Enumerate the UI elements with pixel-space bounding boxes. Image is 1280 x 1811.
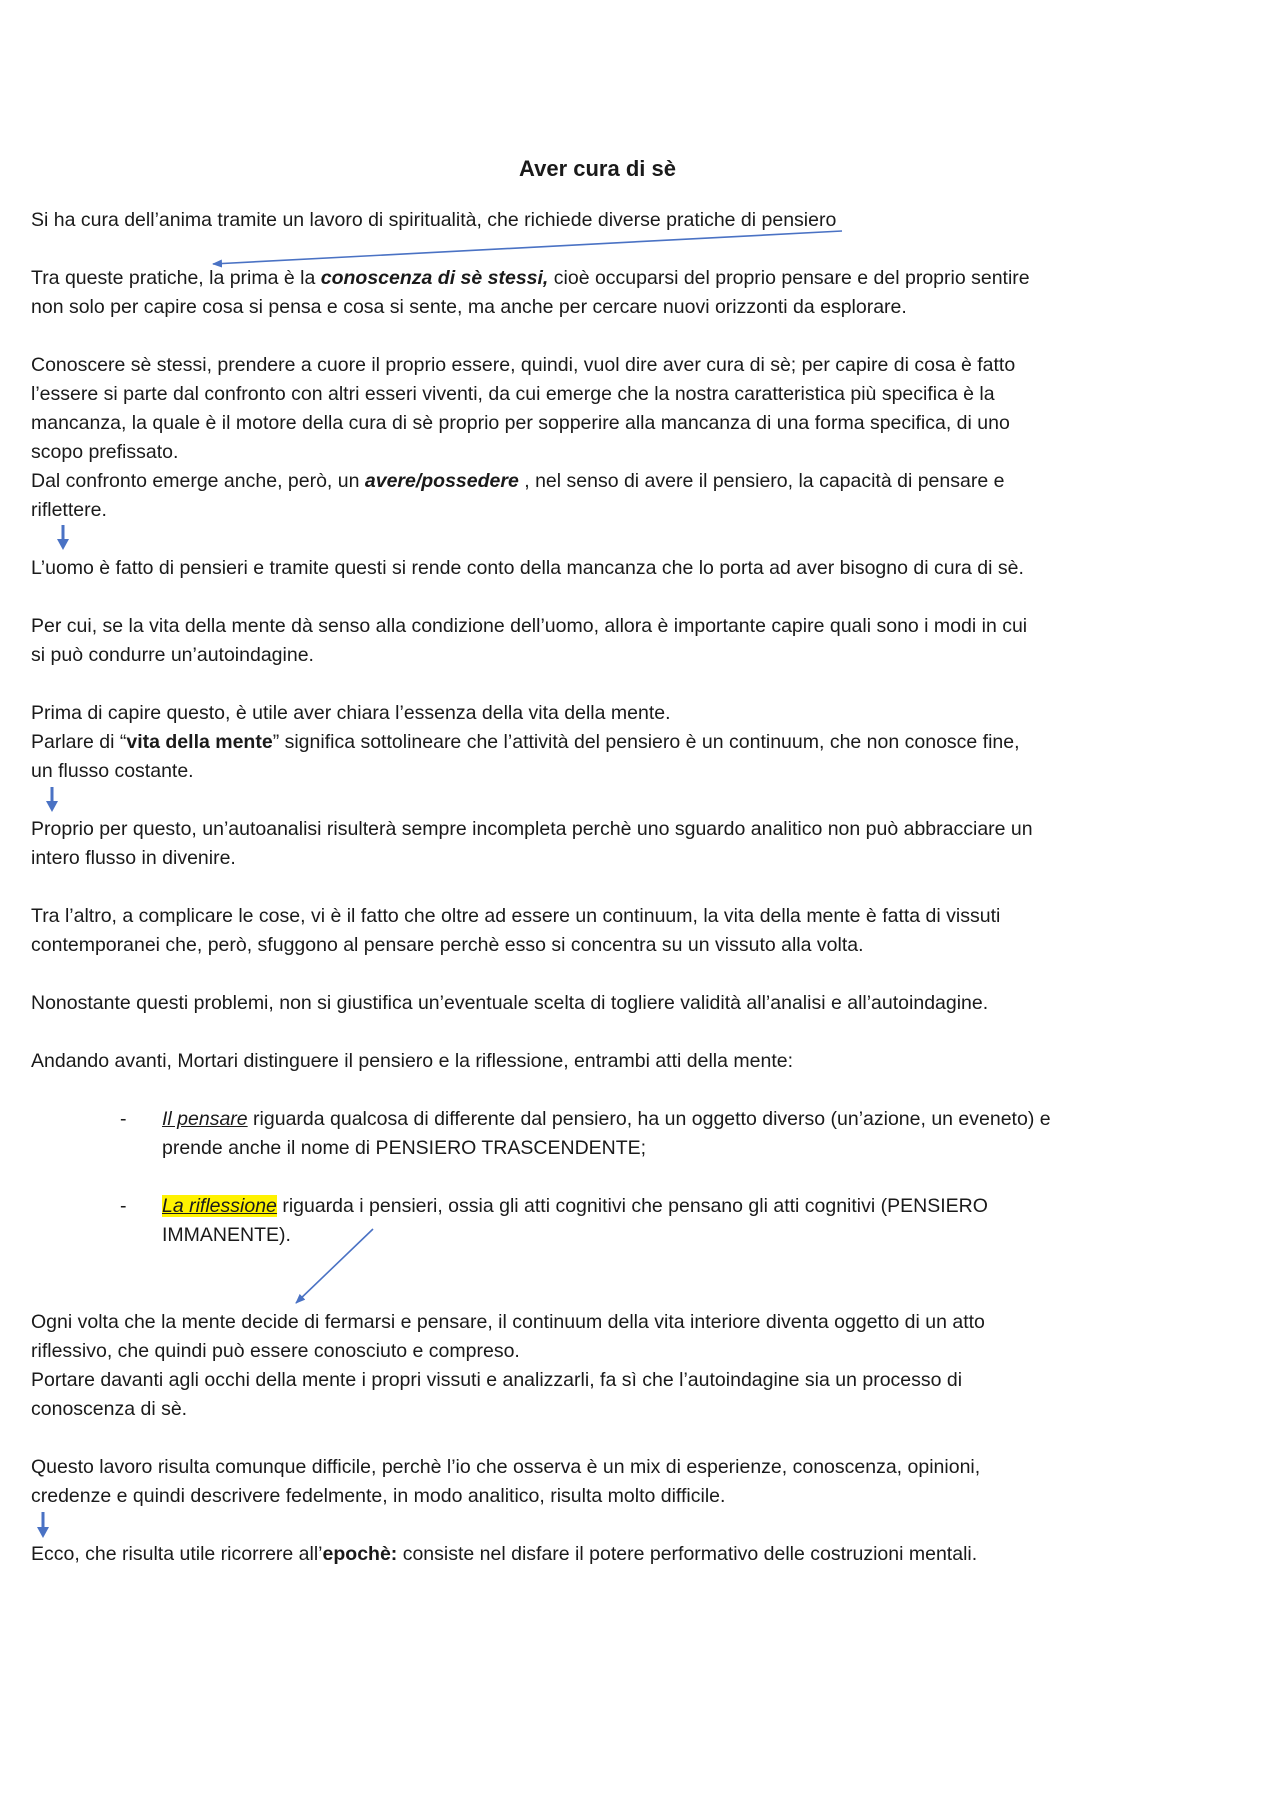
paragraph-autoanalysis-line1: Proprio per questo, un’autoanalisi risulterà sempre incompleta perchè uno sguardo analitico non può abbracciare un xyxy=(31,818,1033,840)
paragraph-reflective-line4: conoscenza di sè. xyxy=(31,1398,188,1420)
arrow-down-icon xyxy=(46,787,58,812)
arrow-down-icon xyxy=(57,525,69,550)
paragraph-life-mind-line1: Per cui, se la vita della mente dà senso alla condizione dell’uomo, allora è importante capire quali sono i modi in cui xyxy=(31,615,1028,637)
paragraph-life-mind-line2: si può condurre un’autoindagine. xyxy=(31,644,314,666)
emphasis-epoche: epochè: xyxy=(322,1543,398,1565)
paragraph-problems: Nonostante questi problemi, non si giustifica un’eventuale scelta di togliere validità all’analisi e all’autoindagine. xyxy=(31,992,989,1014)
paragraph-self-line2: l’essere si parte dal confronto con altri esseri viventi, da cui emerge che la nostra caratteristica più specifica è la xyxy=(31,383,995,405)
paragraph-continuum-line2: contemporanei che, però, sfuggono al pensare perchè esso si concentra su un vissuto alla volta. xyxy=(31,934,864,956)
paragraph-vita-mente-line2: un flusso costante. xyxy=(31,760,194,782)
paragraph-possess: Dal confronto emerge anche, però, un avere/possedere , nel senso di avere il pensiero, la capacità di pensare e xyxy=(31,470,1005,492)
term-la-riflessione-highlighted: La riflessione xyxy=(162,1195,277,1217)
paragraph-self-line4: scopo prefissato. xyxy=(31,441,179,463)
paragraph-reflective-line1: Ogni volta che la mente decide di fermarsi e pensare, il continuum della vita interiore diventa oggetto di un atto xyxy=(31,1311,985,1333)
list-item-riflessione: La riflessione riguarda i pensieri, ossia gli atti cognitivi che pensano gli atti cognitivi (PENSIERO xyxy=(162,1195,988,1217)
paragraph-mortari: Andando avanti, Mortari distinguere il pensiero e la riflessione, entrambi atti della mente: xyxy=(31,1050,793,1072)
paragraph-reflective-line3: Portare davanti agli occhi della mente i propri vissuti e analizzarli, fa sì che l’autoindagine sia un processo di xyxy=(31,1369,963,1391)
paragraph-difficult-line1: Questo lavoro risulta comunque difficile, perchè l’io che osserva è un mix di esperienze, conoscenza, opinioni, xyxy=(31,1456,981,1478)
paragraph-intro: Si ha cura dell’anima tramite un lavoro di spiritualità, che richiede diverse pratiche di pensiero xyxy=(31,209,837,231)
paragraph-man-thoughts: L’uomo è fatto di pensieri e tramite questi si rende conto della mancanza che lo porta ad aver bisogno di cura di sè. xyxy=(31,557,1024,579)
emphasis-self-knowledge: conoscenza di sè stessi, xyxy=(320,267,549,289)
emphasis-vita-mente: vita della mente xyxy=(126,731,273,753)
document-title: Aver cura di sè xyxy=(519,156,676,181)
paragraph-autoanalysis-line2: intero flusso in divenire. xyxy=(31,847,236,869)
paragraph-practices: Tra queste pratiche, la prima è la conoscenza di sè stessi, cioè occuparsi del proprio pensare e del proprio sentire xyxy=(31,267,1030,289)
list-bullet-1: - xyxy=(120,1108,127,1130)
paragraph-epoche: Ecco, che risulta utile ricorrere all’epochè: consiste nel disfare il potere performativo delle costruzioni mentali. xyxy=(31,1543,978,1565)
paragraph-continuum-line1: Tra l’altro, a complicare le cose, vi è il fatto che oltre ad essere un continuum, la vita della mente è fatta di vissuti xyxy=(31,905,1001,927)
paragraph-reflective-line2: riflessivo, che quindi può essere conosciuto e compreso. xyxy=(31,1340,520,1362)
arrow-diagonal-icon xyxy=(296,1229,373,1303)
paragraph-possess-line2: riflettere. xyxy=(31,499,107,521)
emphasis-possess: avere/possedere xyxy=(364,470,519,492)
paragraph-self-line1: Conoscere sè stessi, prendere a cuore il proprio essere, quindi, vuol dire aver cura di sè; per capire di cosa è fatto xyxy=(31,354,1016,376)
list-item-riflessione-line2: IMMANENTE). xyxy=(162,1224,291,1246)
list-item-pensare: Il pensare riguarda qualcosa di differente dal pensiero, ha un oggetto diverso (un’azione, un eveneto) e xyxy=(162,1108,1051,1130)
paragraph-vita-mente: Parlare di “vita della mente” significa sottolineare che l’attività del pensiero è un continuum, che non conosce fine, xyxy=(31,731,1020,753)
paragraph-self-line3: mancanza, la quale è il motore della cura di sè proprio per sopperire alla mancanza di una forma specifica, di uno xyxy=(31,412,1010,434)
term-il-pensare: Il pensare xyxy=(162,1108,248,1130)
list-item-pensare-line2: prende anche il nome di PENSIERO TRASCENDENTE; xyxy=(162,1137,647,1159)
arrow-down-icon xyxy=(37,1512,49,1538)
arrow-left-icon xyxy=(213,231,842,264)
paragraph-essence: Prima di capire questo, è utile aver chiara l’essenza della vita della mente. xyxy=(31,702,671,724)
paragraph-practices-line2: non solo per capire cosa si pensa e cosa si sente, ma anche per cercare nuovi orizzonti da esplorare. xyxy=(31,296,907,318)
list-bullet-2: - xyxy=(120,1195,127,1217)
paragraph-difficult-line2: credenze e quindi descrivere fedelmente, in modo analitico, risulta molto difficile. xyxy=(31,1485,726,1507)
